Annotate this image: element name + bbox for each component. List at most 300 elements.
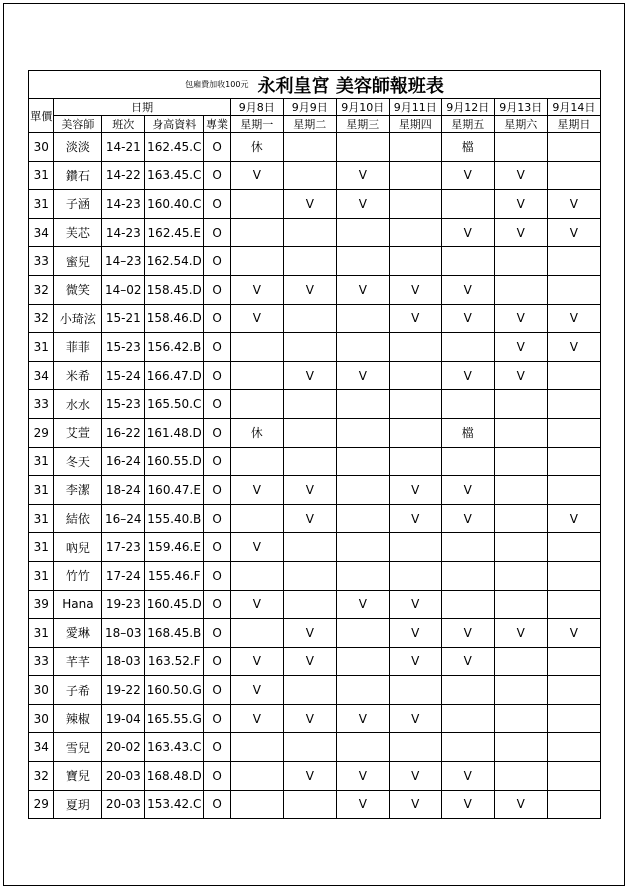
shift-cell: 14-23 (102, 190, 145, 219)
shift-cell: 15-24 (102, 361, 145, 390)
table-row (29, 676, 601, 705)
profile-cell: 162.45.C (145, 133, 204, 162)
table-row (29, 218, 601, 247)
pro-cell: O (204, 561, 231, 590)
day-cell: 休 (230, 418, 283, 447)
day-cell (547, 247, 600, 276)
day-cell (547, 418, 600, 447)
stylist-name-cell: 芊芊 (54, 647, 102, 676)
day-cell (494, 733, 547, 762)
profile-cell: 155.40.B (145, 504, 204, 533)
shift-cell: 14-22 (102, 161, 145, 190)
price-cell: 30 (29, 676, 54, 705)
day-cell (230, 762, 283, 791)
price-cell: 31 (29, 333, 54, 362)
table-row (29, 333, 601, 362)
profile-cell: 159.46.E (145, 533, 204, 562)
price-cell: 31 (29, 161, 54, 190)
day-cell: V (283, 476, 336, 505)
profile-cell: 155.46.F (145, 561, 204, 590)
day-cell: V (283, 762, 336, 791)
day-cell: V (389, 590, 441, 619)
weekday-header: 星期一 (230, 116, 283, 133)
shift-cell: 19-22 (102, 676, 145, 705)
day-cell: V (441, 275, 494, 304)
day-cell: V (547, 333, 600, 362)
day-cell: V (389, 275, 441, 304)
pro-cell: O (204, 447, 231, 476)
stylist-name-cell: 李潔 (54, 476, 102, 505)
table-row (29, 190, 601, 219)
table-row (29, 361, 601, 390)
day-cell (547, 533, 600, 562)
day-cell (441, 390, 494, 419)
day-cell (494, 476, 547, 505)
day-cell: V (389, 619, 441, 648)
day-cell (389, 390, 441, 419)
shift-cell: 16-22 (102, 418, 145, 447)
day-date-header: 9月8日 (230, 99, 283, 116)
day-cell (441, 590, 494, 619)
day-cell (547, 476, 600, 505)
day-cell: V (494, 619, 547, 648)
day-cell (441, 533, 494, 562)
table-row (29, 790, 601, 819)
shift-cell: 20-03 (102, 790, 145, 819)
day-cell: V (494, 190, 547, 219)
pro-cell: O (204, 533, 231, 562)
price-cell: 31 (29, 561, 54, 590)
pro-cell: O (204, 733, 231, 762)
day-cell (283, 790, 336, 819)
table-row (29, 418, 601, 447)
pro-cell: O (204, 161, 231, 190)
day-cell (336, 504, 389, 533)
pro-cell: O (204, 190, 231, 219)
price-cell: 33 (29, 647, 54, 676)
day-cell (547, 676, 600, 705)
day-cell (389, 190, 441, 219)
profile-cell: 158.46.D (145, 304, 204, 333)
day-cell (547, 361, 600, 390)
day-cell: V (230, 476, 283, 505)
weekday-header: 星期六 (494, 116, 547, 133)
day-cell (230, 390, 283, 419)
day-cell: V (494, 161, 547, 190)
price-cell: 29 (29, 790, 54, 819)
pro-cell: O (204, 476, 231, 505)
day-cell: V (441, 619, 494, 648)
weekday-header: 星期二 (283, 116, 336, 133)
day-date-header: 9月13日 (494, 99, 547, 116)
date-header: 日期 (54, 99, 230, 116)
title-row (29, 71, 601, 99)
pro-cell: O (204, 390, 231, 419)
day-date-header: 9月10日 (336, 99, 389, 116)
shift-cell: 17-23 (102, 533, 145, 562)
table-row (29, 390, 601, 419)
table-row (29, 561, 601, 590)
day-cell: V (336, 361, 389, 390)
shift-cell: 20-02 (102, 733, 145, 762)
table-row (29, 590, 601, 619)
day-cell: V (336, 190, 389, 219)
day-cell: V (230, 704, 283, 733)
special-header: 專業 (204, 116, 231, 133)
day-cell (389, 133, 441, 162)
day-cell: V (283, 704, 336, 733)
day-cell: V (389, 476, 441, 505)
profile-cell: 162.45.E (145, 218, 204, 247)
page-title: 永利皇宮 美容師報班表 (257, 75, 444, 97)
day-cell (441, 190, 494, 219)
day-cell (389, 733, 441, 762)
day-cell: V (230, 533, 283, 562)
day-cell (547, 790, 600, 819)
price-cell: 32 (29, 762, 54, 791)
pro-cell: O (204, 275, 231, 304)
table-row (29, 533, 601, 562)
table-row (29, 619, 601, 648)
day-cell: V (336, 790, 389, 819)
price-cell: 33 (29, 247, 54, 276)
day-cell (283, 304, 336, 333)
day-cell (389, 218, 441, 247)
day-cell (336, 133, 389, 162)
profile-cell: 158.45.D (145, 275, 204, 304)
day-cell: 檔 (441, 133, 494, 162)
day-cell (441, 247, 494, 276)
day-cell: V (230, 590, 283, 619)
price-cell: 30 (29, 133, 54, 162)
weekday-header: 星期四 (389, 116, 441, 133)
day-cell: V (230, 676, 283, 705)
day-cell (283, 390, 336, 419)
day-cell (547, 133, 600, 162)
day-cell (441, 733, 494, 762)
profile-cell: 162.54.D (145, 247, 204, 276)
price-cell: 34 (29, 218, 54, 247)
pro-cell: O (204, 218, 231, 247)
stylist-name-cell: 寶兒 (54, 762, 102, 791)
day-cell (230, 619, 283, 648)
stylist-name-cell: 水水 (54, 390, 102, 419)
pro-cell: O (204, 647, 231, 676)
weekday-header: 星期五 (441, 116, 494, 133)
pro-cell: O (204, 418, 231, 447)
profile-cell: 156.42.B (145, 333, 204, 362)
profile-cell: 163.43.C (145, 733, 204, 762)
pro-cell: O (204, 133, 231, 162)
day-cell: V (441, 304, 494, 333)
day-cell (547, 647, 600, 676)
table-row (29, 247, 601, 276)
stylist-name-cell: 子希 (54, 676, 102, 705)
title-cell (29, 71, 601, 99)
day-cell: V (230, 161, 283, 190)
price-cell: 31 (29, 533, 54, 562)
day-cell: 休 (230, 133, 283, 162)
stylist-name-cell: 小琦泫 (54, 304, 102, 333)
day-cell: V (494, 790, 547, 819)
day-cell: V (441, 476, 494, 505)
day-cell (336, 533, 389, 562)
day-date-header: 9月14日 (547, 99, 600, 116)
shift-cell: 17-24 (102, 561, 145, 590)
day-cell (547, 590, 600, 619)
price-cell: 31 (29, 504, 54, 533)
day-cell (230, 218, 283, 247)
day-cell (283, 133, 336, 162)
table-row (29, 504, 601, 533)
title-note: 包廂費加收100元 (185, 80, 249, 89)
day-cell: V (336, 762, 389, 791)
day-cell (230, 247, 283, 276)
day-cell: V (494, 218, 547, 247)
day-cell (230, 504, 283, 533)
day-cell: V (389, 790, 441, 819)
stylist-name-cell: 米希 (54, 361, 102, 390)
day-cell (230, 561, 283, 590)
day-cell (283, 447, 336, 476)
table-row (29, 762, 601, 791)
day-cell (336, 218, 389, 247)
shift-cell: 18-03 (102, 647, 145, 676)
day-cell (441, 447, 494, 476)
day-cell (283, 676, 336, 705)
shift-cell: 15-23 (102, 333, 145, 362)
day-cell (494, 418, 547, 447)
day-cell: V (283, 647, 336, 676)
day-cell (494, 590, 547, 619)
stylist-name-cell: 微笑 (54, 275, 102, 304)
profile-cell: 168.48.D (145, 762, 204, 791)
day-cell: V (441, 218, 494, 247)
day-cell: V (230, 275, 283, 304)
profile-cell: 160.50.G (145, 676, 204, 705)
day-cell (494, 647, 547, 676)
shift-cell: 14–02 (102, 275, 145, 304)
day-cell: V (441, 647, 494, 676)
stylist-name-cell: 鑽石 (54, 161, 102, 190)
day-cell (389, 161, 441, 190)
price-cell: 39 (29, 590, 54, 619)
day-cell: V (441, 361, 494, 390)
day-cell (336, 390, 389, 419)
price-cell: 32 (29, 304, 54, 333)
day-cell (389, 247, 441, 276)
price-cell: 34 (29, 733, 54, 762)
pro-cell: O (204, 704, 231, 733)
day-cell (230, 447, 283, 476)
table-row (29, 647, 601, 676)
day-cell (283, 533, 336, 562)
table-row (29, 275, 601, 304)
day-cell (283, 333, 336, 362)
table-row (29, 161, 601, 190)
table-row (29, 133, 601, 162)
day-cell: V (389, 504, 441, 533)
day-cell: V (441, 504, 494, 533)
price-cell: 32 (29, 275, 54, 304)
day-cell (283, 247, 336, 276)
day-cell (336, 304, 389, 333)
name-header: 美容師 (54, 116, 102, 133)
table-row (29, 733, 601, 762)
day-cell (230, 333, 283, 362)
table-row (29, 704, 601, 733)
shift-cell: 18–03 (102, 619, 145, 648)
price-cell: 34 (29, 361, 54, 390)
day-cell (494, 533, 547, 562)
shift-cell: 15-23 (102, 390, 145, 419)
day-cell: V (441, 762, 494, 791)
shift-cell: 16–24 (102, 504, 145, 533)
day-cell (283, 590, 336, 619)
day-cell (494, 676, 547, 705)
shift-cell: 16-24 (102, 447, 145, 476)
stylist-name-cell: 吶兒 (54, 533, 102, 562)
day-cell (547, 161, 600, 190)
day-cell: V (336, 704, 389, 733)
day-cell: V (547, 619, 600, 648)
day-cell (230, 733, 283, 762)
day-cell: V (389, 304, 441, 333)
shift-cell: 20-03 (102, 762, 145, 791)
day-cell (494, 561, 547, 590)
day-cell (336, 647, 389, 676)
profile-cell: 166.47.D (145, 361, 204, 390)
day-cell (547, 275, 600, 304)
shift-cell: 14-21 (102, 133, 145, 162)
day-cell (283, 561, 336, 590)
shift-cell: 19-23 (102, 590, 145, 619)
profile-cell: 168.45.B (145, 619, 204, 648)
day-cell (494, 504, 547, 533)
day-date-header: 9月12日 (441, 99, 494, 116)
day-cell (389, 418, 441, 447)
profile-cell: 160.47.E (145, 476, 204, 505)
shift-cell: 14-23 (102, 218, 145, 247)
profile-cell: 165.55.G (145, 704, 204, 733)
day-cell (547, 561, 600, 590)
day-cell (547, 447, 600, 476)
weekday-header: 星期三 (336, 116, 389, 133)
day-cell (389, 361, 441, 390)
day-cell: V (389, 647, 441, 676)
stylist-name-cell: 雪兒 (54, 733, 102, 762)
day-cell (494, 390, 547, 419)
day-cell (336, 561, 389, 590)
day-cell: V (389, 704, 441, 733)
price-cell: 33 (29, 390, 54, 419)
shift-cell: 18-24 (102, 476, 145, 505)
pro-cell: O (204, 790, 231, 819)
pro-cell: O (204, 247, 231, 276)
profile-cell: 160.40.C (145, 190, 204, 219)
profile-header: 身高資料 (145, 116, 204, 133)
day-date-header: 9月11日 (389, 99, 441, 116)
day-cell (389, 676, 441, 705)
profile-cell: 163.52.F (145, 647, 204, 676)
stylist-name-cell: 芙芯 (54, 218, 102, 247)
day-cell (230, 790, 283, 819)
day-cell (441, 676, 494, 705)
day-cell: V (547, 218, 600, 247)
price-cell: 30 (29, 704, 54, 733)
day-cell: V (283, 619, 336, 648)
stylist-name-cell: 子涵 (54, 190, 102, 219)
shift-header: 班次 (102, 116, 145, 133)
day-cell: V (283, 504, 336, 533)
profile-cell: 160.55.D (145, 447, 204, 476)
day-cell (283, 218, 336, 247)
day-cell: V (494, 361, 547, 390)
price-cell: 31 (29, 619, 54, 648)
schedule-table (28, 70, 601, 819)
day-cell (230, 190, 283, 219)
day-cell (283, 418, 336, 447)
stylist-name-cell: 辣椒 (54, 704, 102, 733)
day-cell (389, 447, 441, 476)
day-cell: V (230, 647, 283, 676)
day-cell: V (336, 590, 389, 619)
pro-cell: O (204, 590, 231, 619)
day-cell (494, 275, 547, 304)
day-cell: V (336, 161, 389, 190)
shift-cell: 19-04 (102, 704, 145, 733)
day-cell (494, 704, 547, 733)
stylist-name-cell: 愛琳 (54, 619, 102, 648)
day-cell (336, 733, 389, 762)
day-cell: V (547, 304, 600, 333)
day-cell (389, 561, 441, 590)
day-cell (230, 361, 283, 390)
day-cell: V (336, 275, 389, 304)
price-header: 單價 (29, 99, 54, 133)
day-cell: V (441, 161, 494, 190)
day-cell: V (494, 304, 547, 333)
pro-cell: O (204, 676, 231, 705)
price-cell: 31 (29, 190, 54, 219)
shift-cell: 15-21 (102, 304, 145, 333)
day-cell: V (230, 304, 283, 333)
day-cell: V (547, 190, 600, 219)
pro-cell: O (204, 762, 231, 791)
profile-cell: 160.45.D (145, 590, 204, 619)
stylist-name-cell: 冬天 (54, 447, 102, 476)
shift-cell: 14–23 (102, 247, 145, 276)
price-cell: 31 (29, 476, 54, 505)
day-cell: V (283, 275, 336, 304)
pro-cell: O (204, 304, 231, 333)
day-cell: V (283, 361, 336, 390)
stylist-name-cell: 蜜兒 (54, 247, 102, 276)
pro-cell: O (204, 619, 231, 648)
day-cell: V (547, 504, 600, 533)
day-cell (441, 561, 494, 590)
day-cell (547, 762, 600, 791)
stylist-name-cell: Hana (54, 590, 102, 619)
pro-cell: O (204, 333, 231, 362)
stylist-name-cell: 艾萱 (54, 418, 102, 447)
profile-cell: 163.45.C (145, 161, 204, 190)
stylist-name-cell: 夏玥 (54, 790, 102, 819)
day-cell: V (494, 333, 547, 362)
table-row (29, 476, 601, 505)
day-cell (547, 733, 600, 762)
profile-cell: 153.42.C (145, 790, 204, 819)
